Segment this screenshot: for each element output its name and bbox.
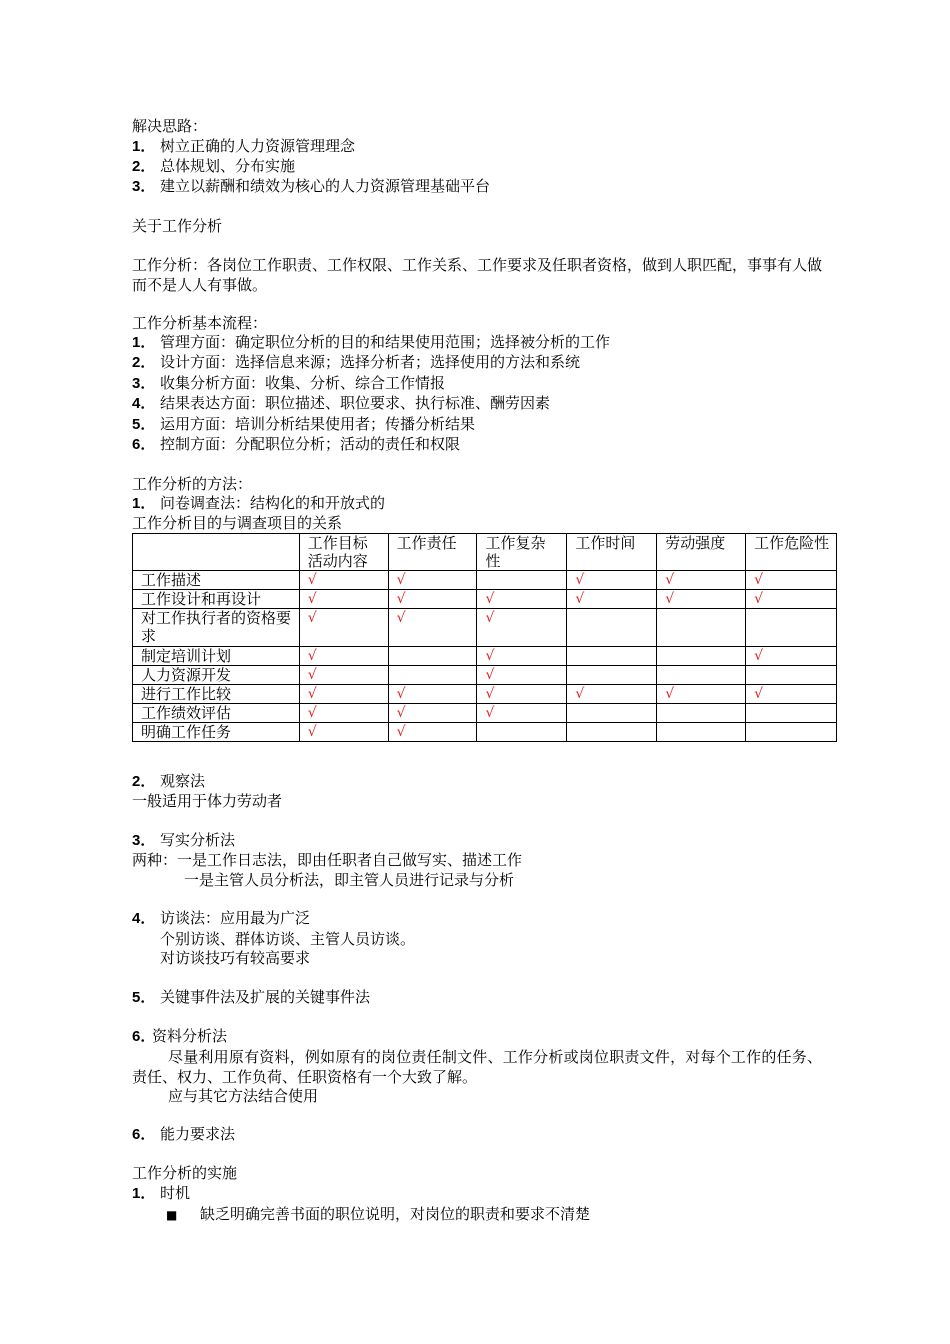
table-row xyxy=(133,685,837,704)
check-cell: √ xyxy=(746,571,837,590)
table-row xyxy=(133,571,837,590)
check-cell xyxy=(567,666,657,685)
check-cell: √ xyxy=(388,571,477,590)
method-5: 5． 关键事件法及扩展的关键事件法 xyxy=(132,988,371,1006)
check-cell: √ xyxy=(477,704,567,723)
method-4-desc-2: 对访谈技巧有较高要求 xyxy=(160,949,311,967)
check-cell: √ xyxy=(477,685,567,704)
row-label: 工作设计和再设计 xyxy=(133,590,300,609)
check-cell xyxy=(657,666,746,685)
table-row xyxy=(133,647,837,666)
process-item-1: 1． 管理方面：确定职位分析的目的和结果使用范围；选择被分析的工作 xyxy=(132,333,611,351)
table-row xyxy=(133,590,837,609)
relation-table xyxy=(132,533,837,742)
row-label: 对工作执行者的资格要求 xyxy=(133,609,300,647)
method-2: 2． 观察法 xyxy=(132,772,206,790)
check-cell: √ xyxy=(477,647,567,666)
check-cell: √ xyxy=(477,666,567,685)
check-cell: √ xyxy=(657,685,746,704)
method-6-desc-1: 尽量利用原有资料，例如原有的岗位责任制文件、工作分析或岗位职责文件，对每个工作的任务、责任、权力、工作负荷、任职资格有一个大致了解。 xyxy=(132,1048,822,1086)
method-7: 6． 能力要求法 xyxy=(132,1125,236,1143)
check-cell xyxy=(746,704,837,723)
table-row xyxy=(133,666,837,685)
method-3-desc-1: 两种：一是工作日志法，即由任职者自己做写实、描述工作 xyxy=(132,851,523,869)
check-cell xyxy=(477,723,567,742)
check-cell: √ xyxy=(299,609,388,647)
square-bullet-icon: ■ xyxy=(166,1208,178,1222)
check-cell: √ xyxy=(299,685,388,704)
check-cell: √ xyxy=(299,571,388,590)
check-cell xyxy=(567,704,657,723)
check-cell: √ xyxy=(567,590,657,609)
methods-heading: 工作分析的方法： xyxy=(132,475,253,493)
check-cell: √ xyxy=(746,685,837,704)
definition-paragraph: 工作分析：各岗位工作职责、工作权限、工作关系、工作要求及任职者资格，做到人职匹配，事事有人做而不是人人有事做。 xyxy=(132,256,823,294)
implementation-bullet-1: ■ 缺乏明确完善书面的职位说明，对岗位的职责和要求不清楚 xyxy=(166,1205,591,1223)
row-label: 工作绩效评估 xyxy=(133,704,300,723)
check-cell: √ xyxy=(746,647,837,666)
check-cell: √ xyxy=(388,609,477,647)
implementation-heading: 工作分析的实施 xyxy=(132,1164,238,1182)
row-label: 明确工作任务 xyxy=(133,723,300,742)
method-3-desc-2: 一是主管人员分析法，即主管人员进行记录与分析 xyxy=(184,871,515,889)
check-cell xyxy=(746,666,837,685)
solution-item-2: 2． 总体规划、分布实施 xyxy=(132,157,296,175)
table-header-row xyxy=(133,534,837,571)
check-cell: √ xyxy=(299,666,388,685)
method-4-desc-1: 个别访谈、群体访谈、主管人员访谈。 xyxy=(160,930,416,948)
check-cell: √ xyxy=(567,685,657,704)
check-cell xyxy=(567,723,657,742)
process-item-3: 3． 收集分析方面：收集、分析、综合工作情报 xyxy=(132,374,446,392)
header-cell xyxy=(133,534,300,571)
check-cell xyxy=(746,609,837,647)
about-heading: 关于工作分析 xyxy=(132,217,223,235)
row-label: 工作描述 xyxy=(133,571,300,590)
check-cell: √ xyxy=(299,590,388,609)
process-item-5: 5． 运用方面：培训分析结果使用者；传播分析结果 xyxy=(132,415,476,433)
header-cell: 工作复杂性 xyxy=(477,534,567,571)
method-6-desc-2: 应与其它方法结合使用 xyxy=(168,1087,319,1105)
header-cell: 工作时间 xyxy=(567,534,657,571)
header-cell: 劳动强度 xyxy=(657,534,746,571)
solution-heading: 解决思路： xyxy=(132,117,208,135)
table-caption: 工作分析目的与调查项目的关系 xyxy=(132,514,343,532)
process-item-2: 2． 设计方面：选择信息来源；选择分析者；选择使用的方法和系统 xyxy=(132,353,581,371)
check-cell: √ xyxy=(299,704,388,723)
check-cell: √ xyxy=(388,685,477,704)
method-1: 1． 问卷调查法：结构化的和开放式的 xyxy=(132,494,386,512)
check-cell: √ xyxy=(299,647,388,666)
check-cell: √ xyxy=(477,609,567,647)
row-label: 人力资源开发 xyxy=(133,666,300,685)
method-4: 4． 访谈法：应用最为广泛 xyxy=(132,909,311,927)
check-cell xyxy=(657,647,746,666)
process-item-4: 4． 结果表达方面：职位描述、职位要求、执行标准、酬劳因素 xyxy=(132,394,551,412)
row-label: 制定培训计划 xyxy=(133,647,300,666)
check-cell: √ xyxy=(299,723,388,742)
header-cell: 工作责任 xyxy=(388,534,477,571)
check-cell: √ xyxy=(388,704,477,723)
row-label: 进行工作比较 xyxy=(133,685,300,704)
check-cell xyxy=(657,609,746,647)
table-row xyxy=(133,704,837,723)
check-cell: √ xyxy=(567,571,657,590)
check-cell: √ xyxy=(657,590,746,609)
check-cell xyxy=(746,723,837,742)
check-cell xyxy=(388,647,477,666)
header-cell: 工作危险性 xyxy=(746,534,837,571)
check-cell xyxy=(657,723,746,742)
table-row xyxy=(133,609,837,647)
check-cell xyxy=(567,609,657,647)
check-cell xyxy=(657,704,746,723)
solution-item-1: 1． 树立正确的人力资源管理理念 xyxy=(132,137,356,155)
process-heading: 工作分析基本流程： xyxy=(132,314,268,332)
check-cell: √ xyxy=(746,590,837,609)
check-cell: √ xyxy=(477,590,567,609)
table-row xyxy=(133,723,837,742)
check-cell: √ xyxy=(388,723,477,742)
check-cell xyxy=(477,571,567,590)
method-3: 3． 写实分析法 xyxy=(132,831,236,849)
check-cell: √ xyxy=(388,590,477,609)
check-cell xyxy=(388,666,477,685)
process-item-6: 6． 控制方面：分配职位分析；活动的责任和权限 xyxy=(132,435,461,453)
header-cell: 工作目标活动内容 xyxy=(299,534,388,571)
method-6: 6．资料分析法 xyxy=(132,1027,228,1045)
check-cell: √ xyxy=(657,571,746,590)
implementation-item-1: 1． 时机 xyxy=(132,1184,191,1202)
check-cell xyxy=(567,647,657,666)
solution-item-3: 3． 建立以薪酬和绩效为核心的人力资源管理基础平台 xyxy=(132,177,491,195)
method-2-desc: 一般适用于体力劳动者 xyxy=(132,792,283,810)
